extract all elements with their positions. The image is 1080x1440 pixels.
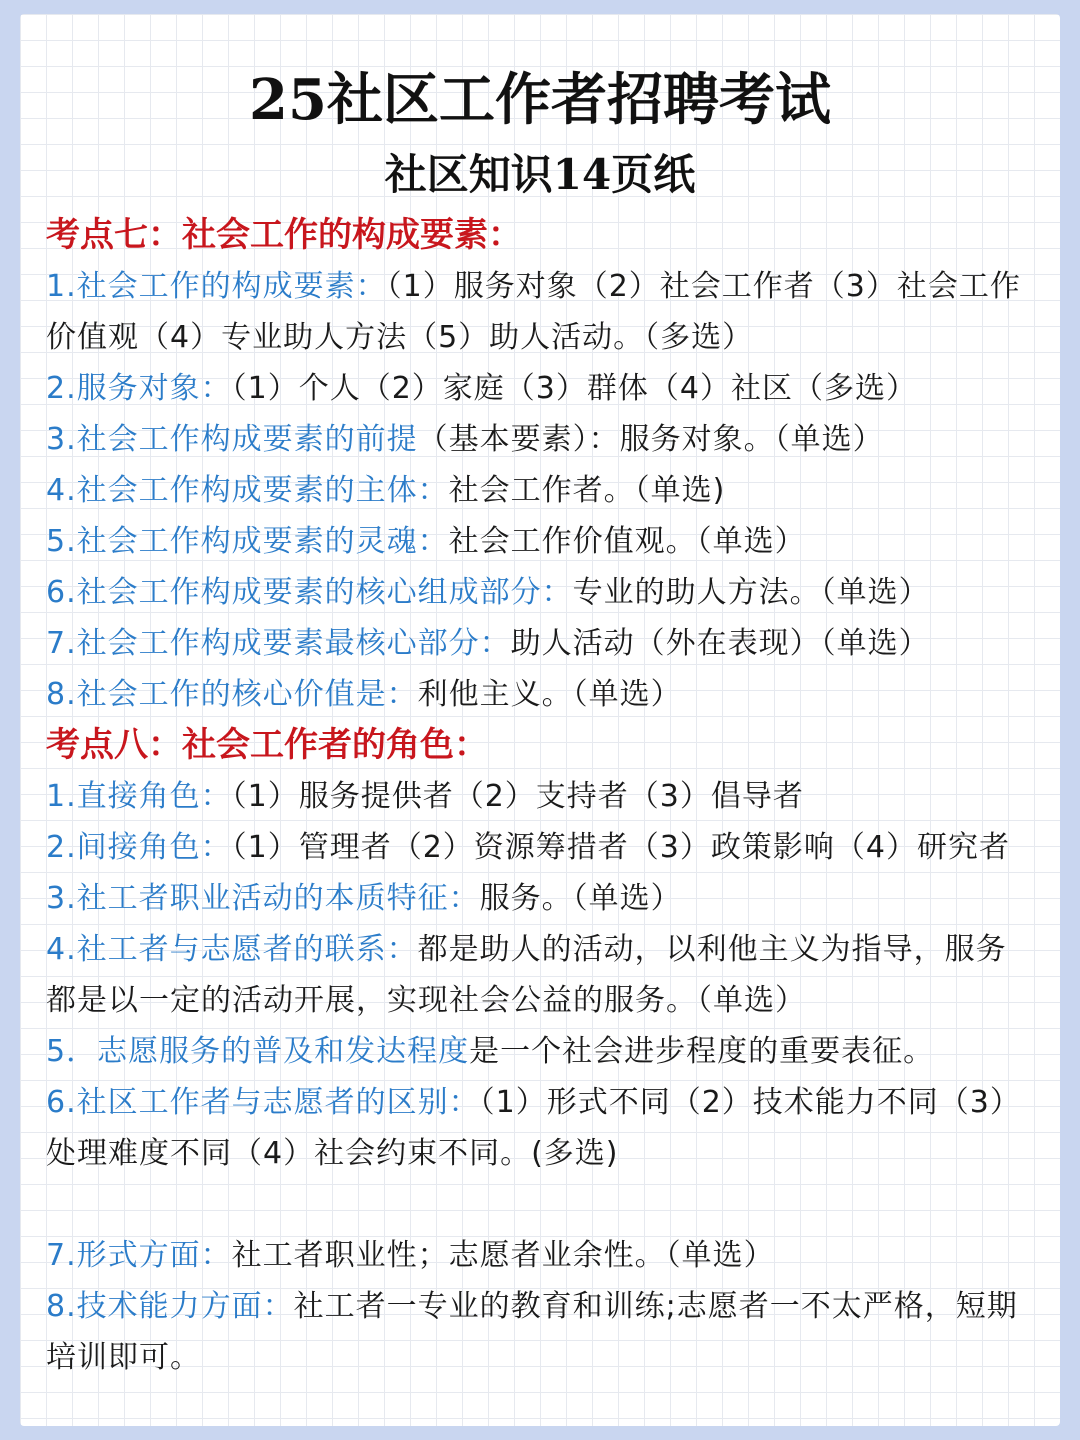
item-text: （基本要素）：服务对象。（单选） [417, 422, 884, 457]
item-text: （1）管理者（2）资源筹措者（3）政策影响（4）研究者 [231, 830, 1010, 865]
list-item [46, 822, 1036, 873]
list-item [46, 1026, 1036, 1077]
item-text: 助人活动（外在表现）（单选） [510, 626, 930, 661]
section-heading: 考点七：社会工作的构成要素： [46, 215, 522, 255]
item-key: 5．志愿服务的普及和发达程度 [46, 1034, 470, 1069]
note-card [20, 14, 1060, 1426]
item-text: （1）服务提供者（2）支持者（3）倡导者 [231, 779, 804, 814]
item-text: 专业的助人方法。（单选） [572, 575, 930, 610]
item-text: 服务。（单选） [479, 881, 682, 916]
item-key: 4.社工者与志愿者的联系： [46, 932, 418, 967]
item-key: 2.间接角色： [46, 830, 232, 865]
list-item [46, 1230, 1036, 1281]
list-item [46, 465, 1036, 516]
item-key: 8.技术能力方面： [46, 1289, 294, 1324]
list-item [46, 567, 1036, 618]
item-text: 都是助人的活动，以利他主义为指导，服务都是以一定的活动开展，实现社会公益的服务。（单选） [46, 932, 1007, 1018]
list-item [46, 924, 1036, 1026]
item-text: 社工者一专业的教育和训练;志愿者一不太严格，短期培训即可。 [46, 1289, 1018, 1375]
item-text: 是一个社会进步程度的重要表征。 [469, 1034, 935, 1069]
page-subtitle: 社区知识14页纸 [384, 150, 696, 199]
item-key: 4.社会工作构成要素的主体： [46, 473, 449, 508]
item-key: 7.形式方面： [46, 1238, 232, 1273]
item-text: 社会工作者。（单选) [448, 473, 726, 508]
item-key: 6.社区工作者与志愿者的区别： [46, 1085, 480, 1120]
item-text: 社工者职业性；志愿者业余性。（单选） [231, 1238, 775, 1273]
list-item [46, 414, 1036, 465]
item-key: 2.服务对象： [46, 371, 232, 406]
list-item [46, 516, 1036, 567]
item-text: 利他主义。（单选） [417, 677, 682, 712]
item-text: （1）服务对象（2）社会工作者（3）社会工作价值观（4）专业助人方法（5）助人活动。（多选） [46, 269, 1021, 355]
item-key: 7.社会工作构成要素最核心部分： [46, 626, 511, 661]
item-text: 社会工作价值观。（单选） [448, 524, 806, 559]
list-item [46, 771, 1036, 822]
spacer [46, 1179, 1036, 1230]
item-key: 3.社工者职业活动的本质特征： [46, 881, 480, 916]
list-item [46, 363, 1036, 414]
item-key: 6.社会工作构成要素的核心组成部分： [46, 575, 573, 610]
list-item [46, 873, 1036, 924]
list-item [46, 669, 1036, 720]
item-text: （1）个人（2）家庭（3）群体（4）社区（多选） [231, 371, 917, 406]
item-key: 3.社会工作构成要素的前提 [46, 422, 418, 457]
page-title: 25社区工作者招聘考试 [249, 67, 831, 133]
content [46, 210, 1036, 1383]
item-key: 1.直接角色： [46, 779, 232, 814]
item-key: 1.社会工作的构成要素： [46, 269, 387, 304]
item-text: （1）形式不同（2）技术能力不同（3）处理难度不同（4）社会约束不同。(多选) [46, 1085, 1021, 1171]
list-item [46, 1077, 1036, 1179]
section-heading: 考点八：社会工作者的角色： [46, 725, 488, 765]
item-key: 5.社会工作构成要素的灵魂： [46, 524, 449, 559]
list-item [46, 261, 1036, 363]
list-item [46, 1281, 1036, 1383]
list-item [46, 618, 1036, 669]
item-key: 8.社会工作的核心价值是： [46, 677, 418, 712]
